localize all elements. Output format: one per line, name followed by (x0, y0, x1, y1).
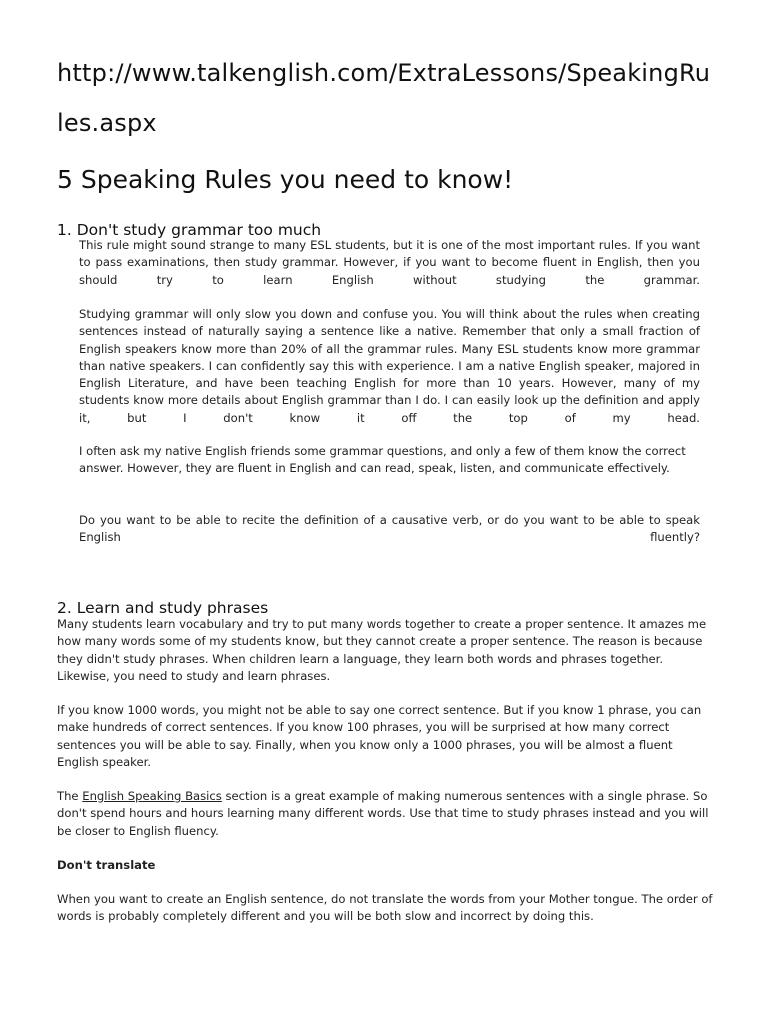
rule-1-heading: 1. Don't study grammar too much (57, 221, 322, 239)
source-url: http://www.talkenglish.com/ExtraLessons/SpeakingRules.aspx (57, 59, 711, 137)
rule-1-paragraph-4: Do you want to be able to recite the definition of a causative verb, or do you want to be able to speak English fluently? (79, 513, 700, 545)
rule-2-paragraph-3 (57, 788, 717, 840)
rule-2-paragraph-2: If you know 1000 words, you might not be able to say one correct sentence. But if you know 1 phrase, you can make hundreds of correct sentences. If you know 100 phrases, you will be surprised at how many correct sentences you will be able to say. Finally, when you know only a 1000 phrases, you will be almost a fluent English speaker. (57, 703, 702, 769)
rule-1-paragraph-2: Studying grammar will only slow you down and confuse you. You will think about the rules when creating sentences instead of naturally saying a sentence like a native. Remember that only a small fraction of English speakers know more than 20% of all the grammar rules. Many ESL students know more grammar than native speakers. I can confidently say this with experience. I am a native English speaker, majored in English Literature, and have been teaching English for more than 10 years. However, many of my students know more details about English grammar than I do. I can easily look up the definition and apply it, but I don't know it off the top of my head. (79, 307, 700, 425)
rule-1-paragraph-3: I often ask my native English friends some grammar questions, and only a few of them know the correct answer. However, they are fluent in English and can read, speak, listen, and communicate effectively. (79, 444, 686, 476)
rule-2-paragraph-1: Many students learn vocabulary and try to put many words together to create a proper sentence. It amazes me how many words some of my students know, but they cannot create a proper sentence. The reason is because they didn't study phrases. When children learn a language, they learn both words and phrases together. Likewise, you need to study and learn phrases. (57, 617, 707, 683)
rule-2-heading: 2. Learn and study phrases (57, 599, 269, 617)
paragraph-text: The (57, 789, 83, 803)
paragraph-text: section is a great example of making numerous sentences with a single phrase. So don't spend hours and hours learning many different words. Use that time to study phrases instead and you will be closer to English fluency. (57, 789, 709, 838)
rule-1-paragraph-1: This rule might sound strange to many ESL students, but it is one of the most important rules. If you want to pass examinations, then study grammar. However, if you want to become fluent in English, then you should try to learn English without studying the grammar. (79, 238, 700, 287)
rule-2-paragraph-4: When you want to create an English sentence, do not translate the words from your Mother tongue. The order of words is probably completely different and you will be both slow and incorrect by doing this. (57, 892, 713, 924)
dont-translate-subheading: Don't translate (57, 858, 156, 872)
english-speaking-basics-link[interactable]: English Speaking Basics (82, 789, 222, 803)
page-title: 5 Speaking Rules you need to know! (57, 165, 514, 194)
